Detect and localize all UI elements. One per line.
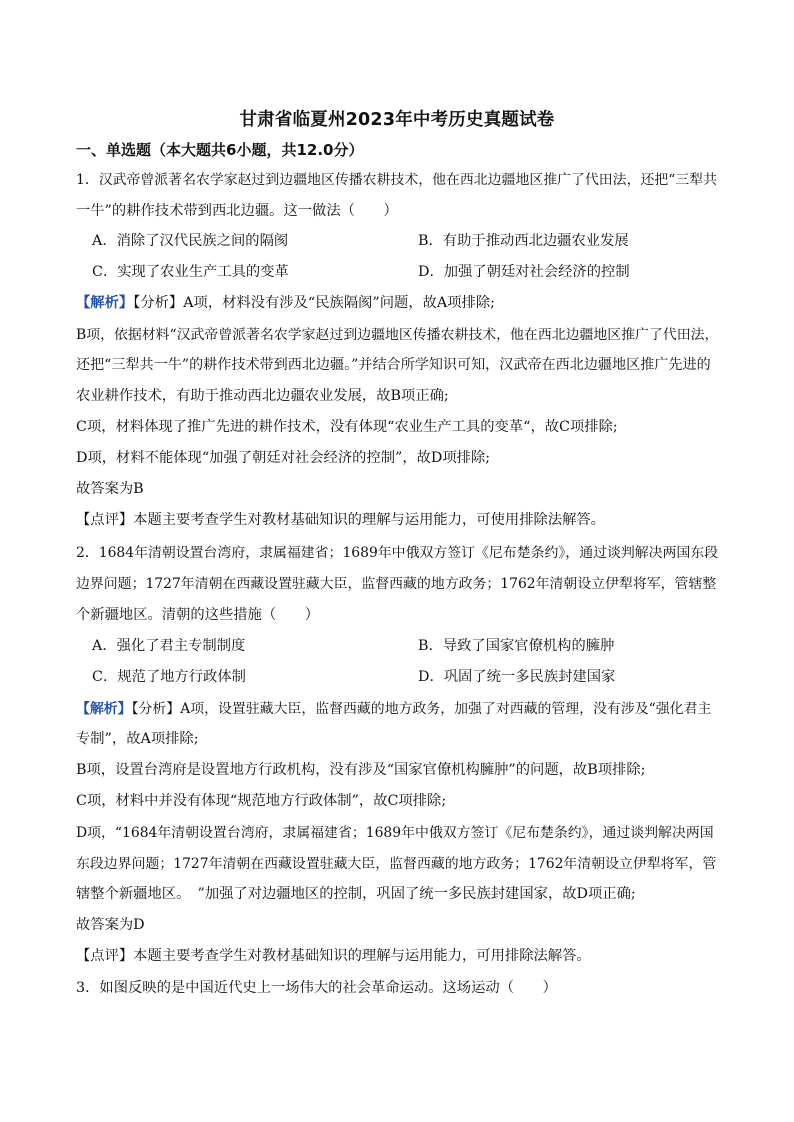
q2-analysis-line-1 [76, 697, 711, 717]
q2-analysis-line-3: B项，设置台湾府是设置地方行政机构，没有涉及“国家官僚机构臃肿”的问题，故B项排除; [76, 762, 646, 778]
section-heading: 一、单选题（本大题共6小题，共12.0分） [76, 141, 364, 159]
q2-answer: 故答案为D [76, 917, 145, 933]
q1-analysis-text: 【分析】A项，材料没有涉及“民族隔阂”问题，故A项排除; [133, 295, 495, 311]
q2-analysis-line-2: 专制”，故A项排除; [76, 731, 199, 747]
q1-analysis-line-2: B项，依据材料“汉武帝曾派著名农学家赵过到边疆地区传播农耕技术，他在西北边疆地区推广了代田法， [76, 327, 719, 343]
q2-analysis-line-4: C项，材料中并没有体现“规范地方行政体制”，故C项排除; [76, 793, 447, 809]
q2-analysis-line-5: D项，“1684年清朝设置台湾府，隶属福建省；1689年中俄双方签订《尼布楚条约》，通过谈判解决两国 [76, 825, 714, 841]
q1-option-c: C．实现了农业生产工具的变革 [92, 264, 289, 280]
q2-option-d: D．巩固了统一多民族封建国家 [418, 669, 616, 685]
q2-analysis-line-7: 辖整个新疆地区。 ”加强了对边疆地区的控制，巩固了统一多民族封建国家，故D项正确; [76, 886, 636, 902]
q1-option-d: D．加强了朝廷对社会经济的控制 [418, 264, 630, 280]
q2-analysis-line-6: 东段边界问题；1727年清朝在西藏设置驻藏大臣，监督西藏的地方政务；1762年清朝设立伊犁将军，管 [76, 856, 717, 872]
q2-option-b: B．导致了国家官僚机构的臃肿 [418, 638, 615, 654]
q2-stem-line-2: 边界问题；1727年清朝在西藏设置驻藏大臣，监督西藏的地方政务；1762年清朝设立伊犁将军，管辖整 [76, 576, 717, 592]
q1-analysis-line-4: 农业耕作技术，有助于推动西北边疆农业发展，故B项正确; [76, 388, 449, 404]
q3-stem-line-1: 3．如图反映的是中国近代史上一场伟大的社会革命运动。这场运动（ ） [76, 980, 557, 996]
q2-option-a: A．强化了君主专制制度 [92, 638, 246, 654]
q1-stem-line-2: 一牛”的耕作技术带到西北边疆。这一做法（ ） [76, 203, 398, 219]
q2-stem-line-3: 个新疆地区。清朝的这些措施（ ） [76, 607, 320, 623]
document-title: 甘肃省临夏州2023年中考历史真题试卷 [239, 110, 555, 130]
q2-option-c: C．规范了地方行政体制 [92, 669, 246, 685]
q1-analysis-line-3: 还把“三犁共一牛”的耕作技术带到西北边疆。”并结合所学知识可知，汉武帝在西北边疆地区推广先进的 [76, 357, 711, 373]
q2-stem-line-1: 2．1684年清朝设置台湾府，隶属福建省；1689年中俄双方签订《尼布楚条约》，通过谈判解决两国东段 [76, 545, 719, 561]
q2-comment: 【点评】本题主要考查学生对教材基础知识的理解与运用能力，可用排除法解答。 [76, 948, 591, 964]
q1-analysis-line-6: D项，材料不能体现“加强了朝廷对社会经济的控制”，故D项排除; [76, 450, 491, 466]
q1-comment: 【点评】本题主要考查学生对教材基础知识的理解与运用能力，可使用排除法解答。 [76, 512, 605, 528]
q2-analysis-text: 【分析】A项，设置驻藏大臣，监督西藏的地方政务，加强了对西藏的管理，没有涉及“强化君主 [131, 701, 712, 717]
q1-stem-line-1: 1．汉武帝曾派著名农学家赵过到边疆地区传播农耕技术，他在西北边疆地区推广了代田法，还把“三犁共 [76, 172, 718, 188]
q2-analysis-tag: 【解析】 [76, 701, 132, 717]
q1-analysis-line-5: C项，材料体现了推广先进的耕作技术，没有体现“农业生产工具的变革“，故C项排除; [76, 419, 618, 435]
q1-analysis-line-1 [76, 292, 495, 312]
q1-option-b: B．有助于推动西北边疆农业发展 [418, 233, 629, 249]
q1-answer: 故答案为B [76, 481, 144, 497]
q1-option-a: A．消除了汉代民族之间的隔阂 [92, 233, 289, 249]
q1-analysis-tag: 【解析】 [76, 295, 134, 311]
